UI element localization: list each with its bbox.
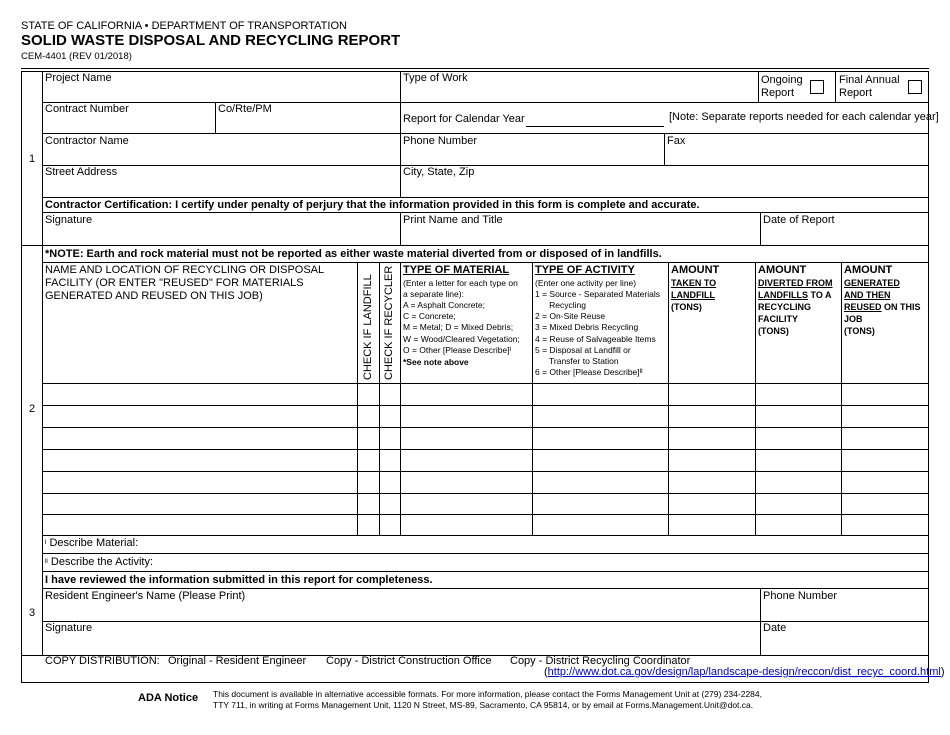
col-line	[755, 262, 756, 535]
row-line	[42, 588, 929, 589]
col-line	[400, 212, 401, 245]
amount-generated-header: AMOUNT	[844, 264, 893, 276]
amount-landfill-header: LANDFILL	[671, 290, 715, 300]
col-line	[357, 262, 358, 535]
engineer-date-label: Date	[763, 622, 787, 634]
col-line	[532, 262, 533, 535]
project-name-field[interactable]	[45, 86, 395, 100]
row-line	[42, 197, 929, 198]
print-name-title-field[interactable]	[403, 228, 753, 242]
co-rte-pm-field[interactable]	[218, 117, 396, 131]
check-recycler-header: CHECK IF RECYCLER	[383, 265, 395, 380]
row-line	[42, 262, 929, 263]
row-line	[42, 571, 929, 572]
table-row[interactable]	[43, 473, 355, 492]
copy-distribution-label: COPY DISTRIBUTION:	[45, 655, 160, 667]
print-name-title-label: Print Name and Title	[403, 214, 503, 226]
final-report-label-1: Final Annual	[839, 74, 900, 86]
name-location-header-1: NAME AND LOCATION OF RECYCLING OR DISPOSAL	[45, 264, 325, 276]
describe-material-label	[45, 537, 138, 550]
copy-construction-office: Copy - District Construction Office	[326, 655, 492, 667]
ongoing-report-label-1: Ongoing	[761, 74, 803, 86]
table-row[interactable]	[43, 451, 355, 470]
amount-diverted-header: LANDFILLS TO A	[758, 290, 832, 300]
fax-field[interactable]	[667, 149, 925, 163]
report-year-label: Report for Calendar Year	[403, 113, 525, 125]
amount-generated-header: AND THEN	[844, 290, 891, 300]
report-year-field[interactable]	[526, 112, 664, 126]
table-row[interactable]	[43, 516, 355, 534]
amount-diverted-header: RECYCLING	[758, 302, 812, 312]
top-border	[21, 68, 929, 69]
coordinator-link-line: (http://www.dot.ca.gov/design/lap/landscape-design/reccon/dist_recyc_coord.html)	[544, 666, 945, 678]
row-line	[42, 553, 929, 554]
amount-landfill-header: AMOUNT	[671, 264, 720, 276]
col-line	[400, 262, 401, 535]
type-of-activity-line: 1 = Source - Separated Materials	[535, 289, 660, 299]
row-line	[42, 405, 929, 406]
col-line	[841, 262, 842, 535]
street-address-field[interactable]	[45, 180, 395, 194]
engineer-phone-field[interactable]	[763, 604, 923, 618]
fax-label: Fax	[667, 135, 686, 147]
table-row[interactable]	[43, 495, 355, 513]
type-of-activity-line: 3 = Mixed Debris Recycling	[535, 322, 639, 332]
type-of-material-line: a separate line):	[403, 289, 464, 299]
contractor-name-label: Contractor Name	[45, 135, 129, 147]
col-line	[664, 133, 665, 165]
date-of-report-field[interactable]	[763, 228, 923, 242]
type-of-material-line: M = Metal; D = Mixed Debris;	[403, 322, 514, 332]
row-line	[42, 493, 929, 494]
type-of-activity-line: 4 = Reuse of Salvageable Items	[535, 334, 656, 344]
describe-material-text: Describe Material:	[49, 537, 139, 549]
row-line	[42, 165, 929, 166]
section-3-number: 3	[29, 607, 36, 619]
form-number: CEM-4401 (REV 01/2018)	[21, 51, 132, 62]
type-of-activity-line: 6 = Other [Please Describe]ᴵᴵ	[535, 367, 643, 377]
ongoing-report-label-2: Report	[761, 87, 795, 99]
row-line	[42, 133, 929, 134]
phone-number-label: Phone Number	[403, 135, 477, 147]
city-state-zip-field[interactable]	[403, 180, 923, 194]
describe-activity-field[interactable]	[160, 556, 920, 570]
engineer-date-field[interactable]	[763, 636, 923, 650]
contract-number-field[interactable]	[45, 117, 210, 131]
contract-number-label: Contract Number	[45, 103, 129, 115]
amount-generated-header: (TONS)	[844, 326, 875, 336]
amount-diverted-header: FACILITY	[758, 314, 798, 324]
name-location-header-3: GENERATED AND REUSED ON THIS JOB)	[45, 290, 263, 302]
type-of-activity-line: (Enter one activity per line)	[535, 278, 637, 288]
ongoing-report-checkbox[interactable]	[810, 80, 824, 94]
row-line	[42, 383, 929, 384]
co-rte-pm-label: Co/Rte/PM	[218, 103, 272, 115]
date-of-report-label: Date of Report	[763, 214, 835, 226]
project-name-label: Project Name	[45, 72, 112, 84]
earth-rock-note: *NOTE: Earth and rock material must not be reported as either waste material diverted from or disposed of in landfills.	[45, 248, 662, 260]
table-row[interactable]	[43, 385, 355, 404]
amount-generated-header: REUSED ON THIS	[844, 302, 921, 312]
amount-generated-header: JOB	[844, 314, 863, 324]
type-of-material-title: TYPE OF MATERIAL	[403, 264, 510, 276]
section-line	[21, 245, 929, 246]
contractor-name-field[interactable]	[45, 149, 395, 163]
coordinator-link[interactable]: http://www.dot.ca.gov/design/lap/landscape-design/reccon/dist_recyc_coord.html	[547, 666, 941, 678]
col-line	[379, 262, 380, 535]
section-2-number: 2	[29, 403, 36, 415]
type-of-material-line: O = Other [Please Describe]ᴵ	[403, 345, 511, 355]
col-line	[835, 71, 836, 102]
type-of-activity-line: 2 = On-Site Reuse	[535, 311, 606, 321]
describe-activity-text: Describe the Activity:	[50, 556, 153, 568]
type-of-work-label: Type of Work	[403, 72, 468, 84]
amount-diverted-header: (TONS)	[758, 326, 789, 336]
type-of-material-line: (Enter a letter for each type on	[403, 278, 518, 288]
row-line	[42, 535, 929, 536]
amount-landfill-header: (TONS)	[671, 302, 702, 312]
city-state-zip-label: City, State, Zip	[403, 166, 475, 178]
amount-generated-header: GENERATED	[844, 278, 900, 288]
row-line	[42, 621, 929, 622]
table-row[interactable]	[43, 407, 355, 426]
col-line	[758, 71, 759, 102]
type-of-material-line: A = Asphalt Concrete;	[403, 300, 485, 310]
row-line	[42, 449, 929, 450]
name-location-header-2: FACILITY (OR ENTER "REUSED" FOR MATERIALS	[45, 277, 304, 289]
col-line	[760, 588, 761, 655]
agency-line: STATE OF CALIFORNIA • DEPARTMENT OF TRANSPORTATION	[21, 20, 347, 32]
amount-diverted-header: AMOUNT	[758, 264, 807, 276]
ada-notice-line-2: TTY 711, in writing at Forms Management Unit, 1120 N Street, MS-89, Sacramento, CA 95814, or by email at Forms.Management.Unit@dot.ca.	[213, 700, 754, 710]
type-of-material-line: W = Wood/Cleared Vegetation;	[403, 334, 520, 344]
contractor-certification: Contractor Certification: I certify under penalty of perjury that the information provided in this form is complete and accurate.	[45, 199, 700, 211]
check-landfill-header: CHECK IF LANDFILL	[362, 274, 374, 380]
final-report-checkbox[interactable]	[908, 80, 922, 94]
type-of-activity-line: Transfer to Station	[535, 356, 619, 366]
amount-generated-underlined: REUSED	[844, 302, 882, 312]
describe-activity-label	[45, 556, 153, 569]
table-row[interactable]	[43, 429, 355, 448]
row-line	[42, 427, 929, 428]
type-of-activity-line: Recycling	[535, 300, 587, 310]
amount-diverted-underlined: LANDFILLS	[758, 290, 808, 300]
phone-number-field[interactable]	[403, 149, 658, 163]
row-line	[42, 514, 929, 515]
row-line	[42, 212, 929, 213]
copy-original: Original - Resident Engineer	[168, 655, 307, 667]
engineer-signature-label: Signature	[45, 622, 93, 634]
row-line	[42, 102, 929, 103]
footnote-mark-i: ᴵ	[45, 538, 47, 548]
type-of-activity-title: TYPE OF ACTIVITY	[535, 264, 635, 276]
street-address-label: Street Address	[45, 166, 118, 178]
section-number-divider	[42, 71, 43, 656]
signature-field[interactable]	[45, 228, 395, 242]
engineer-name-label: Resident Engineer's Name (Please Print)	[45, 590, 246, 602]
ada-notice-label: ADA Notice	[138, 692, 199, 704]
report-year-note: [Note: Separate reports needed for each calendar year]	[669, 111, 939, 123]
see-note-above: *See note above	[403, 357, 469, 367]
row-line	[42, 471, 929, 472]
signature-label: Signature	[45, 214, 93, 226]
final-report-label-2: Report	[839, 87, 873, 99]
engineer-phone-label: Phone Number	[763, 590, 837, 602]
ada-notice-line-1: This document is available in alternative accessible formats. For more information, please contact the Forms Management Unit at (279) 234-2284,	[213, 689, 762, 699]
amount-diverted-header: DIVERTED FROM	[758, 278, 833, 288]
describe-material-field[interactable]	[140, 538, 920, 552]
col-line	[215, 102, 216, 133]
engineer-name-field[interactable]	[45, 604, 755, 618]
form-title: SOLID WASTE DISPOSAL AND RECYCLING REPORT	[21, 32, 401, 49]
col-line	[760, 212, 761, 245]
type-of-activity-line: 5 = Disposal at Landfill or	[535, 345, 631, 355]
footnote-mark-ii: ᴵᴵ	[45, 557, 48, 567]
review-statement: I have reviewed the information submitted in this report for completeness.	[45, 574, 433, 586]
col-line	[400, 71, 401, 197]
copy-recycling-coordinator: Copy - District Recycling Coordinator	[510, 655, 691, 667]
col-line	[668, 262, 669, 535]
section-1-number: 1	[29, 153, 36, 165]
engineer-signature-field[interactable]	[45, 636, 755, 650]
amount-landfill-header: TAKEN TO	[671, 278, 717, 288]
type-of-work-field[interactable]	[403, 86, 753, 100]
type-of-material-line: C = Concrete;	[403, 311, 456, 321]
report-year-underline	[526, 126, 664, 127]
